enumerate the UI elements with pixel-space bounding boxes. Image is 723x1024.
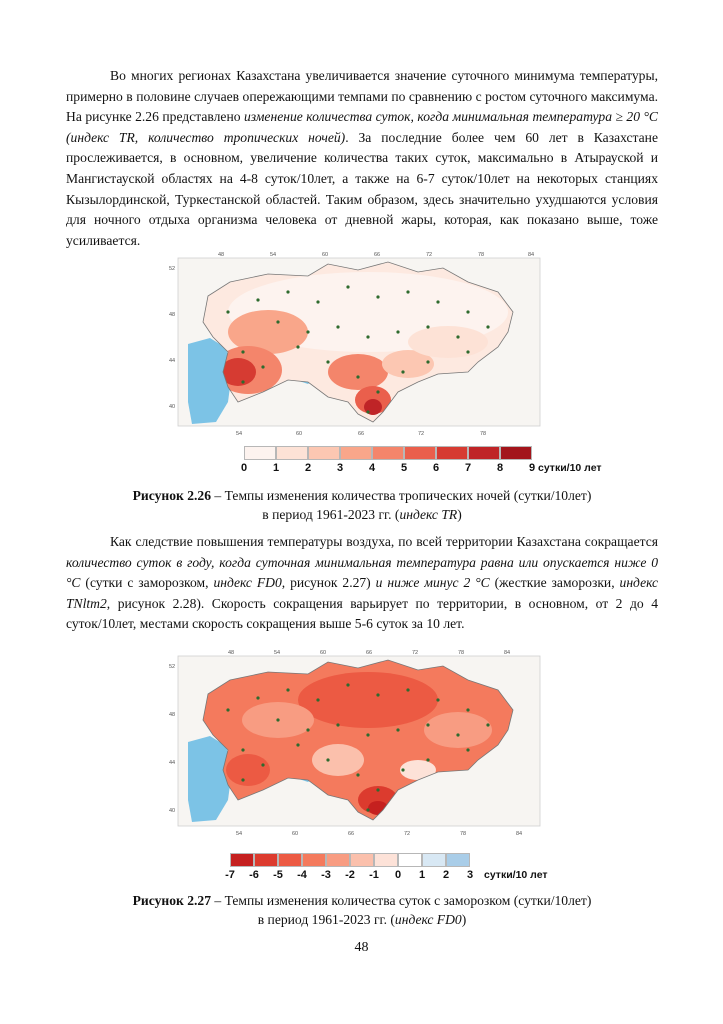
paragraph-text: (сутки с заморозком,	[80, 575, 214, 591]
map-tick-bottom: 78	[480, 431, 487, 437]
map-tick-bottom: 66	[348, 831, 355, 837]
legend-swatch	[404, 446, 436, 460]
caption-close: )	[461, 912, 467, 927]
legend-label: -6	[249, 869, 259, 881]
map-tick-top: 54	[270, 252, 277, 258]
map-tick-top: 66	[374, 252, 381, 258]
map-tick-top: 66	[366, 650, 373, 656]
legend-label: 3	[466, 869, 474, 881]
paragraph-text: (жесткие заморозки,	[489, 575, 620, 591]
legend-label: 1	[272, 462, 280, 474]
legend-swatch	[308, 446, 340, 460]
legend-label: 6	[432, 462, 440, 474]
caption-title: – Темпы изменения количества тропических ночей (сутки/10лет)	[211, 488, 592, 503]
figure-caption-2-26	[66, 486, 658, 524]
map-tick-left: 48	[169, 312, 176, 318]
legend-label: 2	[304, 462, 312, 474]
legend-label: -5	[273, 869, 283, 881]
caption-index: индекс TR	[399, 507, 458, 522]
caption-close: )	[457, 507, 462, 522]
caption-label: Рисунок 2.27	[132, 893, 212, 908]
paragraph-emphasis: индекс FD0	[213, 575, 282, 591]
legend-label: 0	[240, 462, 248, 474]
legend-swatch	[244, 446, 276, 460]
paragraph-frost-intro	[66, 532, 658, 635]
map-tick-bottom: 78	[460, 831, 467, 837]
legend-swatch	[374, 853, 398, 867]
legend-swatch	[372, 446, 404, 460]
map-tick-bottom: 60	[296, 431, 303, 437]
map-tick-top: 54	[274, 650, 281, 656]
map-tick-bottom: 66	[358, 431, 365, 437]
legend-swatch	[326, 853, 350, 867]
map-tick-top: 72	[426, 252, 433, 258]
map-tick-left: 44	[169, 760, 176, 766]
map-tick-left: 40	[169, 404, 176, 410]
legend-label: 3	[336, 462, 344, 474]
map-tick-top: 84	[504, 650, 511, 656]
legend-label: 1	[418, 869, 426, 881]
paragraph-tr-intro	[66, 66, 658, 251]
paragraph-emphasis: индекс TNltm2	[66, 575, 659, 611]
legend-swatch	[446, 853, 470, 867]
caption-title: – Темпы изменения количества суток с заморозком (сутки/10лет)	[211, 893, 592, 908]
legend-unit: сутки/10 лет	[538, 462, 602, 474]
caption-index: индекс FD0	[394, 912, 462, 927]
legend-swatch	[278, 853, 302, 867]
legend-label: -2	[345, 869, 355, 881]
legend-swatch	[436, 446, 468, 460]
legend-swatch	[500, 446, 532, 460]
map-tick-top: 60	[322, 252, 329, 258]
caption-period: в период 1961-2023 гг. (	[262, 507, 400, 522]
map-tick-left: 48	[169, 712, 176, 718]
paragraph-text: , рисунок 2.28). Скорость сокращения варьирует по территории, в основном, от 2 до 4 суток/10лет, местами скорость сокращения выше 5-6 суток за 10 лет.	[66, 595, 658, 632]
map-tick-left: 44	[169, 358, 176, 364]
legend-swatch	[340, 446, 372, 460]
paragraph-emphasis: и ниже минус 2 °С	[375, 575, 490, 591]
map-tick-top: 84	[528, 252, 535, 258]
map-tick-top: 72	[412, 650, 419, 656]
map-tick-bottom: 72	[418, 431, 425, 437]
legend-label: 7	[464, 462, 472, 474]
map-tick-top: 78	[478, 252, 485, 258]
caption-period: в период 1961-2023 гг. (	[257, 912, 395, 927]
legend-swatch	[254, 853, 278, 867]
map-tick-left: 52	[169, 664, 176, 670]
legend-swatch	[302, 853, 326, 867]
legend-label: 0	[394, 869, 402, 881]
legend-label: 4	[368, 462, 376, 474]
map-tick-left: 52	[169, 266, 176, 272]
map-tick-top: 60	[320, 650, 327, 656]
legend-label: -7	[225, 869, 235, 881]
legend-swatch	[230, 853, 254, 867]
map-tick-top: 48	[218, 252, 225, 258]
map-tick-bottom: 84	[516, 831, 523, 837]
paragraph-emphasis: изменение количества суток, когда минимальная температура ≥ 20 °С (индекс TR, количество тропических ночей)	[66, 109, 658, 145]
map-tick-top: 78	[458, 650, 465, 656]
legend-swatch	[422, 853, 446, 867]
legend-label: 2	[442, 869, 450, 881]
map-frost-days	[168, 650, 550, 838]
legend-label: 9	[528, 462, 536, 474]
paragraph-text: Как следствие повышения температуры воздуха, по всей территории Казахстана сокращается	[110, 534, 658, 549]
legend-label: -4	[297, 869, 307, 881]
paragraph-text: , рисунок 2.27)	[281, 575, 376, 591]
legend-swatch	[350, 853, 374, 867]
legend-label: 5	[400, 462, 408, 474]
paragraph-text: . За последние более чем 60 лет в Казахстане прослеживается, в основном, увеличение количества таких суток, максимально в Атырауской и Мангистауской областях на 4-8 суток/10лет, а также на 6-7 суток/10лет на некоторых станциях Кызылординской, Туркестанской областей. Таким образом, здесь значительно ухудшаются условия для ночного отдыха организма человека от дневной жары, которая, как показано выше, тоже усиливается.	[66, 129, 658, 248]
legend-label: -3	[321, 869, 331, 881]
legend-frost-days	[225, 853, 560, 887]
map-tick-bottom: 72	[404, 831, 411, 837]
figure-caption-2-27	[66, 891, 658, 929]
map-tick-bottom: 60	[292, 831, 299, 837]
map-tick-bottom: 54	[236, 831, 243, 837]
caption-label: Рисунок 2.26	[132, 488, 212, 503]
paragraph-emphasis: количество суток в году, когда суточная минимальная температура равна или опускается ниже 0 °С	[66, 554, 658, 591]
page-number: 48	[354, 940, 369, 955]
legend-swatch	[276, 446, 308, 460]
legend-tropical-nights	[240, 446, 606, 480]
legend-label: -1	[369, 869, 379, 881]
legend-label: 8	[496, 462, 504, 474]
map-tick-top: 48	[228, 650, 235, 656]
legend-swatch	[398, 853, 422, 867]
map-tick-left: 40	[169, 808, 176, 814]
legend-unit: сутки/10 лет	[484, 869, 548, 881]
paragraph-text: Во многих регионах Казахстана увеличивается значение суточного минимума температуры, примерно в половине случаев опережающими темпами по сравнению с ростом суточного максимума. На рисунке 2.26 представлено	[66, 68, 658, 125]
map-tick-bottom: 54	[236, 431, 243, 437]
legend-swatch	[468, 446, 500, 460]
map-tropical-nights	[168, 252, 550, 438]
